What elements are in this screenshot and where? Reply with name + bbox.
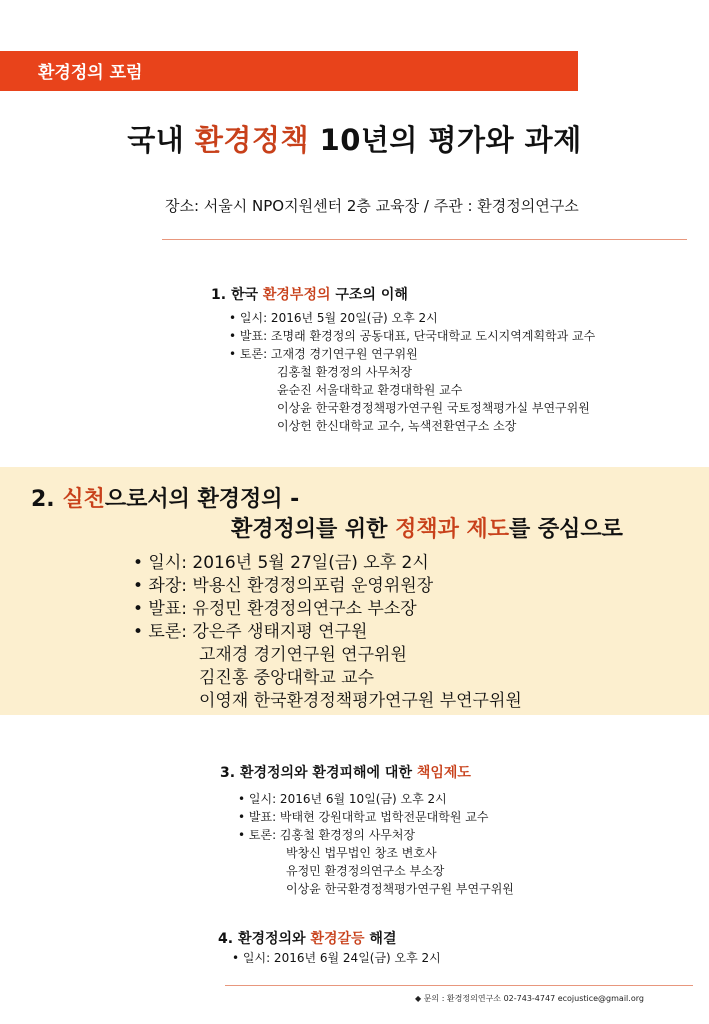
section4-num: 4. [218,931,238,947]
section3-details [238,790,514,898]
section1-date: • 일시: 2016년 5월 20일(금) 오후 2시 [229,311,438,325]
section4-title [218,928,396,948]
section4-date: • 일시: 2016년 6월 24일(금) 오후 2시 [232,951,441,965]
section2-subtitle-pre: 환경정의를 위한 [231,517,396,542]
section1-discussant: 이상헌 한신대학교 교수, 녹색전환연구소 소장 [277,419,517,433]
title-pre: 국내 [127,123,195,157]
title-post: 10년의 평가와 과제 [308,123,582,157]
title-highlight: 환경정책 [194,123,309,157]
page-title [0,118,709,159]
section3-title [220,762,471,782]
divider-top [162,239,687,240]
section1-discussant: 김홍철 환경정의 사무처장 [277,365,413,379]
section3-pre: 환경정의와 환경피해에 대한 [239,765,417,781]
section1-discussant: 윤순진 서울대학교 환경대학원 교수 [277,383,463,397]
section2-date: • 일시: 2016년 5월 27일(금) 오후 2시 [133,553,429,573]
section2-subtitle-highlight: 정책과 제도 [395,517,510,542]
section2-chair: • 좌장: 박용신 환경정의포럼 운영위원장 [133,576,434,596]
section2-details [133,552,522,713]
venue-info: 장소: 서울시 NPO지원센터 2층 교육장 / 주관 : 환경정의연구소 [165,197,579,215]
section2-presenter: • 발표: 유정민 환경정의연구소 부소장 [133,599,417,619]
section2-discussant: 김진홍 중앙대학교 교수 [199,668,375,688]
section2-title [31,482,299,513]
section3-date: • 일시: 2016년 6월 10일(금) 오후 2시 [238,792,447,806]
section1-pre: 한국 [230,287,263,303]
banner-label: 환경정의 포럼 [38,63,143,83]
section3-discussant: • 토론: 김홍철 환경정의 사무처장 [238,828,416,842]
section2-subtitle-post: 를 중심으로 [509,517,623,542]
section1-title [211,284,408,304]
section2-discussant: 이영재 한국환경정책평가연구원 부연구위원 [199,691,522,711]
section1-details [229,309,595,435]
section4-post: 해결 [364,931,397,947]
section2-highlight: 실천 [62,487,105,512]
section3-discussant: 유정민 환경정의연구소 부소장 [286,864,445,878]
section1-discussant: 이상윤 한국환경정책평가연구원 국토정책평가실 부연구위원 [277,401,590,415]
section2-discussant: 고재경 경기연구원 연구위원 [199,645,407,665]
section3-num: 3. [220,765,240,781]
section1-num: 1. [211,287,231,303]
footer-contact: ◆ 문의 : 환경정의연구소 02-743-4747 ecojustice@gmail.org [415,994,644,1003]
section2-subtitle [231,512,623,543]
section3-discussant: 이상윤 한국환경정책평가연구원 부연구위원 [286,882,514,896]
section1-post: 구조의 이해 [330,287,408,303]
section4-pre: 환경정의와 [237,931,311,947]
section2-discussant: • 토론: 강은주 생태지평 연구원 [133,622,368,642]
section3-highlight: 책임제도 [416,765,471,781]
section3-presenter: • 발표: 박태현 강원대학교 법학전문대학원 교수 [238,810,489,824]
section4-details [232,949,441,967]
section4-highlight: 환경갈등 [310,931,365,947]
divider-bottom [225,985,693,986]
section1-discussant: • 토론: 고재경 경기연구원 연구위원 [229,347,418,361]
section2-title-post: 으로서의 환경정의 - [104,487,300,512]
section2-num: 2. [31,487,63,512]
section3-discussant: 박창신 법무법인 창조 변호사 [286,846,437,860]
section1-highlight: 환경부정의 [262,287,331,303]
section1-presenter: • 발표: 조명래 환경정의 공동대표, 단국대학교 도시지역계획학과 교수 [229,329,596,343]
